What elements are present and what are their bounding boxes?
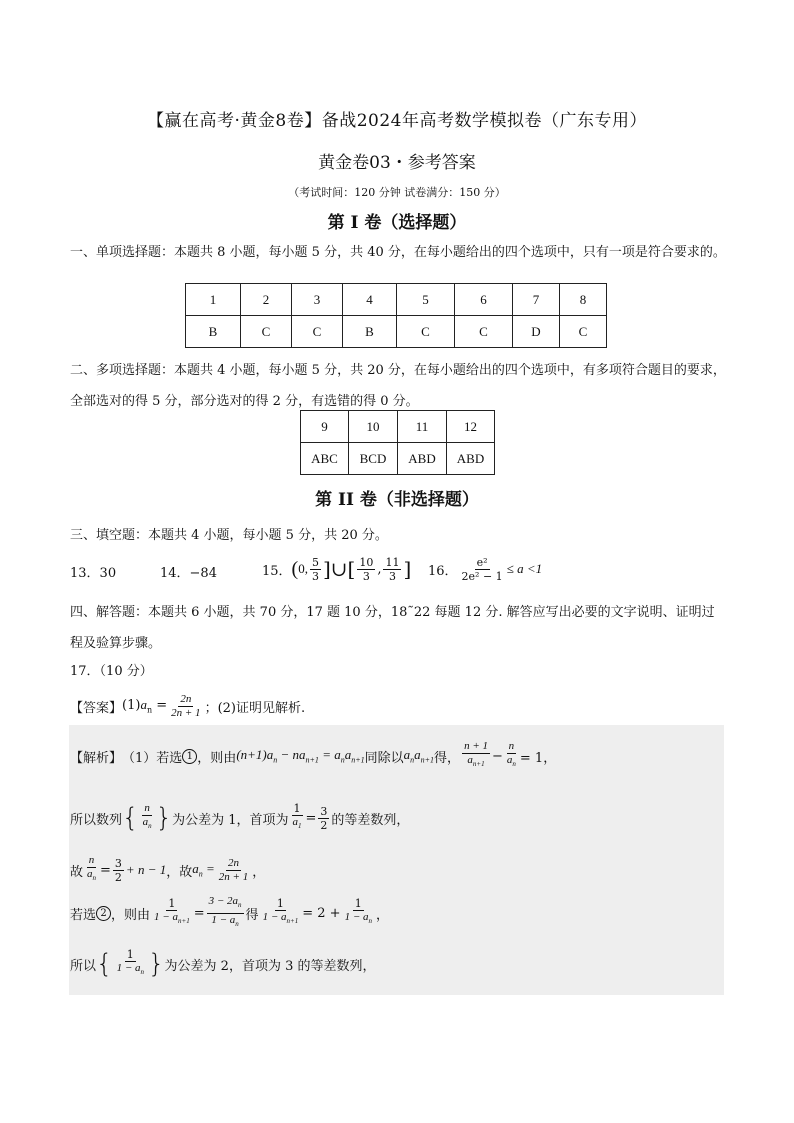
math-expression: } bbox=[155, 803, 173, 833]
analysis-line-2 bbox=[70, 798, 409, 838]
analysis-text: 得 bbox=[245, 907, 259, 923]
math-fraction: $\frac{1}{1 - a_{n+1}}$ bbox=[262, 897, 299, 926]
answer-cell: C bbox=[292, 316, 343, 348]
part2-heading: 第 II 卷（非选择题） bbox=[315, 490, 479, 510]
question-17-header: 17．（10 分） bbox=[70, 664, 153, 679]
math-expression: $a_n$ = bbox=[192, 861, 215, 879]
answer-13: 13．30 bbox=[70, 566, 117, 581]
math-fraction: $\frac{2n}{2n + 1}$ bbox=[218, 856, 249, 883]
math-expression: ]∪[ bbox=[322, 557, 356, 581]
math-expression: − bbox=[492, 748, 503, 764]
math-fraction: $\frac{5}{3}$ bbox=[311, 555, 319, 583]
math-fraction: $\frac{3 - 2a_n}{1 - a_n}$ bbox=[208, 895, 242, 928]
math-expression: + n − 1 bbox=[125, 862, 167, 877]
math-expression: ] bbox=[403, 557, 412, 581]
analysis-line-1 bbox=[70, 738, 556, 774]
answer-cell: C bbox=[241, 316, 292, 348]
analysis-line-4 bbox=[70, 895, 389, 931]
question-number: 6 bbox=[455, 284, 513, 316]
answer-cell: B bbox=[186, 316, 241, 348]
question-number: 2 bbox=[241, 284, 292, 316]
analysis-text: 得， bbox=[434, 750, 461, 766]
math-fraction: $\frac{3}{2}$ bbox=[114, 856, 122, 884]
analysis-text: 同除以 bbox=[364, 750, 404, 766]
answer-14: 14．−84 bbox=[160, 566, 217, 581]
math-expression: = 1， bbox=[519, 750, 557, 766]
math-fraction: $\frac{1}{1 - a_n}$ bbox=[116, 948, 144, 977]
analysis-text: 为公差为 1，首项为 bbox=[172, 812, 289, 828]
analysis-text: 故 bbox=[70, 864, 84, 880]
math-fraction: $\frac{n + 1}{a_{n+1}}$ bbox=[464, 740, 488, 769]
single-choice-answer-table bbox=[185, 283, 607, 348]
analysis-text: ，则由 bbox=[197, 750, 237, 766]
circled-one-icon: 1 bbox=[182, 749, 197, 764]
answer-cell: ABD bbox=[398, 443, 447, 475]
exam-note: （考试时间：120 分钟 试卷满分：150 分） bbox=[288, 186, 506, 199]
math-fraction: $\frac{\text{e²}}{\text{2e² − 1}}$ bbox=[461, 555, 503, 583]
analysis-label: 【解析】 bbox=[70, 750, 123, 766]
math-expression: { bbox=[122, 803, 139, 833]
exam-title: 【赢在高考·黄金8卷】备战2024年高考数学模拟卷（广东专用） bbox=[147, 111, 647, 131]
part1-heading: 第 I 卷（选择题） bbox=[327, 213, 467, 233]
answer-16-label: 16． bbox=[428, 563, 458, 579]
circled-two-icon: 2 bbox=[96, 906, 111, 921]
table-row bbox=[186, 316, 607, 348]
math-fraction: $\frac{1}{a_1}$ bbox=[292, 802, 302, 831]
single-choice-intro: 一、单项选择题：本题共 8 小题，每小题 5 分，共 40 分，在每小题给出的四个选项中，只有一项是符合要求的。 bbox=[70, 245, 726, 260]
answer-cell: B bbox=[343, 316, 397, 348]
analysis-text: 所以数列 bbox=[70, 812, 123, 828]
math-fraction: $\frac{1}{1 - a_n}$ bbox=[344, 897, 372, 926]
analysis-line-5 bbox=[70, 944, 376, 984]
math-expression: = bbox=[305, 810, 317, 826]
math-expression: 0, bbox=[298, 561, 308, 576]
question-number: 1 bbox=[186, 284, 241, 316]
analysis-text: ，故 bbox=[166, 864, 193, 880]
math-fraction: $\frac{10}{3}$ bbox=[359, 555, 374, 583]
answer-15-label: 15． bbox=[262, 563, 292, 579]
math-fraction: $\frac{11}{3}$ bbox=[385, 555, 400, 583]
table-row bbox=[186, 284, 607, 316]
math-expression: { bbox=[96, 949, 113, 979]
answer-cell: ABC bbox=[301, 443, 349, 475]
question-number: 12 bbox=[447, 411, 495, 443]
question-number: 5 bbox=[397, 284, 455, 316]
analysis-text: 所以 bbox=[70, 958, 97, 974]
math-expression: ( bbox=[291, 557, 299, 580]
analysis-text: ，则由 bbox=[111, 907, 151, 923]
multi-choice-answer-table bbox=[300, 410, 495, 475]
answer-15 bbox=[262, 551, 411, 587]
math-expression: = bbox=[193, 905, 205, 921]
math-expression: ， bbox=[252, 864, 266, 880]
math-fraction: $\frac{3}{2}$ bbox=[320, 804, 328, 832]
answer-cell: ABD bbox=[447, 443, 495, 475]
math-expression: ， bbox=[376, 907, 390, 923]
fill-blank-intro: 三、填空题：本题共 4 小题，每小题 5 分，共 20 分。 bbox=[70, 528, 388, 543]
answer-key-subtitle: 黄金卷03・参考答案 bbox=[318, 153, 476, 173]
answer-17 bbox=[70, 690, 305, 722]
question-number: 11 bbox=[398, 411, 447, 443]
math-expression: , bbox=[377, 561, 382, 577]
math-fraction: $\frac{n}{a_n}$ bbox=[87, 854, 97, 883]
answer-cell: C bbox=[455, 316, 513, 348]
math-expression: $a_na_{n+1}$ bbox=[403, 747, 435, 765]
question-number: 4 bbox=[343, 284, 397, 316]
answer-cell: C bbox=[397, 316, 455, 348]
multi-choice-intro: 二、多项选择题：本题共 4 小题，每小题 5 分，共 20 分，在每小题给出的四个选项中，有多项符合题目的要求，全部选对的得 5 分，部分选对的得 2 分，有选错的得 0 分。 bbox=[70, 363, 726, 409]
question-number: 8 bbox=[560, 284, 607, 316]
math-expression: $(n+1)a_n - na_{n+1} = a_na_{n+1}$ bbox=[236, 747, 365, 765]
analysis-text: 为公差为 2，首项为 3 的等差数列， bbox=[164, 958, 376, 974]
analysis-text: （1）若选 bbox=[122, 750, 183, 766]
math-expression: ≤ a <1 bbox=[506, 561, 543, 576]
math-expression: } bbox=[148, 949, 165, 979]
math-fraction: $\frac{2n}{2n + 1}$ bbox=[171, 692, 201, 719]
solve-intro: 四、解答题：本题共 6 小题，共 70 分，17 题 10 分，18˜22 每题 12 分. 解答应写出必要的文字说明、证明过程及验算步骤。 bbox=[70, 605, 715, 651]
answer-tail: ；(2)证明见解析. bbox=[204, 700, 306, 716]
question-number: 9 bbox=[301, 411, 349, 443]
answer-cell: C bbox=[560, 316, 607, 348]
analysis-line-3 bbox=[70, 852, 265, 888]
question-number: 10 bbox=[349, 411, 398, 443]
question-number: 7 bbox=[513, 284, 560, 316]
math-fraction: $\frac{n}{a_n}$ bbox=[506, 740, 516, 769]
math-expression: $(1)a_n$ = bbox=[122, 697, 168, 715]
analysis-text: 若选 bbox=[70, 907, 97, 923]
math-expression: = 2 + bbox=[302, 905, 341, 921]
math-fraction: $\frac{n}{a_n}$ bbox=[142, 802, 152, 831]
math-fraction: $\frac{1}{1 - a_{n+1}}$ bbox=[154, 897, 190, 926]
table-row bbox=[301, 443, 495, 475]
table-row bbox=[301, 411, 495, 443]
math-expression: = bbox=[100, 862, 111, 878]
analysis-text: 的等差数列， bbox=[331, 812, 410, 828]
answer-16 bbox=[428, 551, 542, 587]
answer-cell: BCD bbox=[349, 443, 398, 475]
answer-cell: D bbox=[513, 316, 560, 348]
question-number: 3 bbox=[292, 284, 343, 316]
answer-label: 【答案】 bbox=[70, 700, 123, 716]
